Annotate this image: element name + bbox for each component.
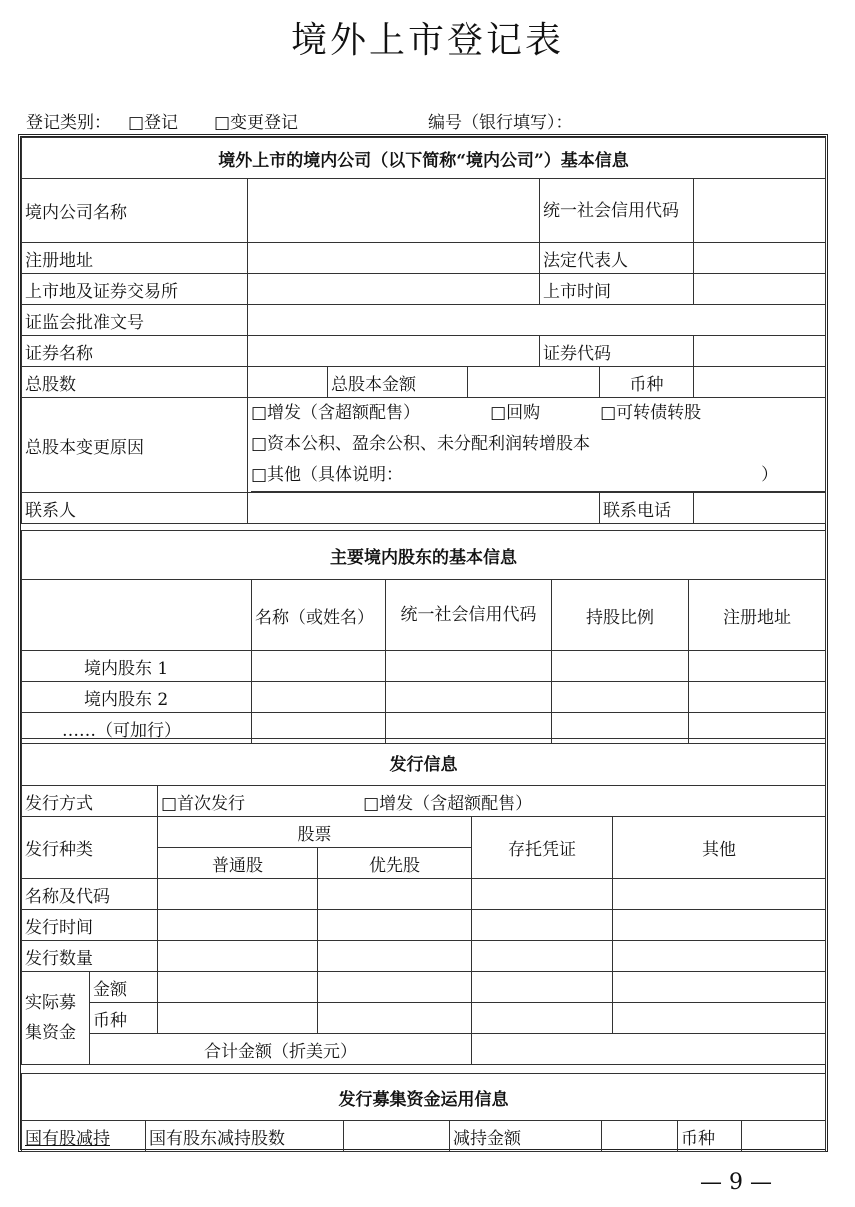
first-issue-checkbox[interactable]: □首次发行 <box>161 793 246 814</box>
shareholder-row-label: 境内股东 1 <box>22 651 252 682</box>
list-time-field[interactable] <box>694 274 826 305</box>
legal-rep-field[interactable] <box>694 243 826 274</box>
amount-label: 金额 <box>90 972 158 1003</box>
table-cell[interactable] <box>158 910 318 941</box>
table-row <box>22 879 826 910</box>
usage-section-title: 发行募集资金运用信息 <box>22 1074 826 1121</box>
table-cell[interactable] <box>252 682 386 713</box>
number-label: 编号（银行填写）： <box>428 113 573 133</box>
other-header: 其他 <box>613 817 826 879</box>
issue-method-label: 发行方式 <box>22 786 158 817</box>
table-cell[interactable] <box>472 1003 613 1034</box>
state-reduce-label: 国有股减持 <box>22 1121 146 1152</box>
legal-rep-label: 法定代表人 <box>540 243 694 274</box>
table-cell[interactable] <box>472 972 613 1003</box>
table-cell[interactable] <box>386 682 552 713</box>
table-cell[interactable] <box>613 879 826 910</box>
table-cell[interactable] <box>318 879 472 910</box>
csrc-doc-label: 证监会批准文号 <box>22 305 248 336</box>
reason-other-checkbox[interactable]: □其他（具体说明： <box>251 465 404 485</box>
form-title: 境外上市登记表 <box>290 20 564 61</box>
security-name-field[interactable] <box>248 336 540 367</box>
table-row <box>22 941 826 972</box>
table-cell[interactable] <box>158 972 318 1003</box>
reason-capitalization-checkbox[interactable]: □资本公积、盈余公积、未分配利润转增股本 <box>251 434 591 454</box>
table-cell[interactable] <box>689 651 826 682</box>
security-name-label: 证券名称 <box>22 336 248 367</box>
table-cell[interactable] <box>318 972 472 1003</box>
total-shares-field[interactable] <box>248 367 328 398</box>
reason-additional-checkbox[interactable]: □增发（含超额配售） <box>251 403 421 423</box>
option-register[interactable]: □登记 <box>128 113 179 133</box>
issue-type-label: 发行种类 <box>22 817 158 879</box>
issue-section-title: 发行信息 <box>22 739 826 786</box>
shareholder-row-label: 境内股东 2 <box>22 682 252 713</box>
table-cell[interactable] <box>472 879 613 910</box>
security-code-label: 证券代码 <box>540 336 694 367</box>
table-cell[interactable] <box>613 910 826 941</box>
state-shares-field[interactable] <box>344 1121 450 1152</box>
usage-currency-label: 币种 <box>678 1121 742 1152</box>
col-name: 名称（或姓名） <box>252 580 386 651</box>
table-cell[interactable] <box>158 879 318 910</box>
table-row <box>22 1003 826 1034</box>
table-cell[interactable] <box>318 941 472 972</box>
credit-code-field[interactable] <box>694 179 826 243</box>
exchange-label: 上市地及证券交易所 <box>22 274 248 305</box>
option-change-register[interactable]: □变更登记 <box>214 113 299 133</box>
total-capital-label: 总股本金额 <box>328 367 468 398</box>
raised-currency-label: 币种 <box>90 1003 158 1034</box>
reason-other-close: ） <box>761 465 779 485</box>
company-name-field[interactable] <box>248 179 540 243</box>
total-usd-field[interactable] <box>472 1034 826 1065</box>
total-capital-field[interactable] <box>468 367 600 398</box>
exchange-field[interactable] <box>248 274 540 305</box>
table-row <box>22 1034 826 1065</box>
shareholders-section-title: 主要境内股东的基本信息 <box>22 531 826 580</box>
change-reason-options <box>248 398 826 493</box>
table-cell[interactable] <box>613 1003 826 1034</box>
page-number: — 9 — <box>700 1170 772 1195</box>
table-cell[interactable] <box>472 941 613 972</box>
common-stock-header: 普通股 <box>158 848 318 879</box>
table-cell[interactable] <box>613 941 826 972</box>
table-cell[interactable] <box>158 1003 318 1034</box>
shareholders-corner <box>22 580 252 651</box>
credit-code-label: 统一社会信用代码 <box>540 179 694 243</box>
table-cell[interactable] <box>252 651 386 682</box>
col-reg-address: 注册地址 <box>689 580 826 651</box>
table-row <box>22 682 826 713</box>
issue-table <box>21 738 826 1065</box>
table-cell[interactable] <box>613 972 826 1003</box>
currency-field[interactable] <box>694 367 826 398</box>
table-cell[interactable] <box>552 651 689 682</box>
address-field[interactable] <box>248 243 540 274</box>
csrc-doc-field[interactable] <box>248 305 826 336</box>
shareholder-row-label: ……（可加行） <box>22 713 252 744</box>
reason-convertible-checkbox[interactable]: □可转债转股 <box>600 403 702 423</box>
company-section-title: 境外上市的境内公司（以下简称“境内公司”）基本信息 <box>22 138 826 179</box>
table-row <box>22 910 826 941</box>
table-cell[interactable] <box>318 910 472 941</box>
preferred-stock-header: 优先股 <box>318 848 472 879</box>
change-reason-label: 总股本变更原因 <box>22 398 248 493</box>
list-time-label: 上市时间 <box>540 274 694 305</box>
table-cell[interactable] <box>472 910 613 941</box>
table-cell[interactable] <box>158 941 318 972</box>
category-label: 登记类别： <box>26 113 111 133</box>
table-cell[interactable] <box>552 682 689 713</box>
table-cell[interactable] <box>386 651 552 682</box>
issue-quantity-label: 发行数量 <box>22 941 158 972</box>
security-code-field[interactable] <box>694 336 826 367</box>
currency-label: 币种 <box>600 367 694 398</box>
shareholders-table <box>21 530 826 744</box>
usage-table <box>21 1073 826 1152</box>
stock-header: 股票 <box>158 817 472 848</box>
table-cell[interactable] <box>318 1003 472 1034</box>
total-usd-label: 合计金额（折美元） <box>90 1034 472 1065</box>
company-name-label: 境内公司名称 <box>22 179 248 243</box>
total-shares-label: 总股数 <box>22 367 248 398</box>
issue-method-options <box>158 786 826 817</box>
phone-field[interactable] <box>694 493 826 524</box>
raised-funds-label: 实际募集资金 <box>22 972 90 1065</box>
reduce-amount-field[interactable] <box>602 1121 678 1152</box>
additional-issue-checkbox[interactable]: □增发（含超额配售） <box>363 793 533 814</box>
company-info-table <box>21 137 826 524</box>
table-cell[interactable] <box>689 682 826 713</box>
contact-field[interactable] <box>248 493 600 524</box>
usage-currency-field[interactable] <box>742 1121 826 1152</box>
table-row <box>22 972 826 1003</box>
issue-time-label: 发行时间 <box>22 910 158 941</box>
name-code-label: 名称及代码 <box>22 879 158 910</box>
state-shares-label: 国有股东减持股数 <box>146 1121 344 1152</box>
phone-label: 联系电话 <box>600 493 694 524</box>
depository-header: 存托凭证 <box>472 817 613 879</box>
col-holding-ratio: 持股比例 <box>552 580 689 651</box>
reason-buyback-checkbox[interactable]: □回购 <box>490 403 541 423</box>
col-credit-code: 统一社会信用代码 <box>386 580 552 651</box>
address-label: 注册地址 <box>22 243 248 274</box>
reduce-amount-label: 减持金额 <box>450 1121 602 1152</box>
table-row <box>22 651 826 682</box>
contact-label: 联系人 <box>22 493 248 524</box>
